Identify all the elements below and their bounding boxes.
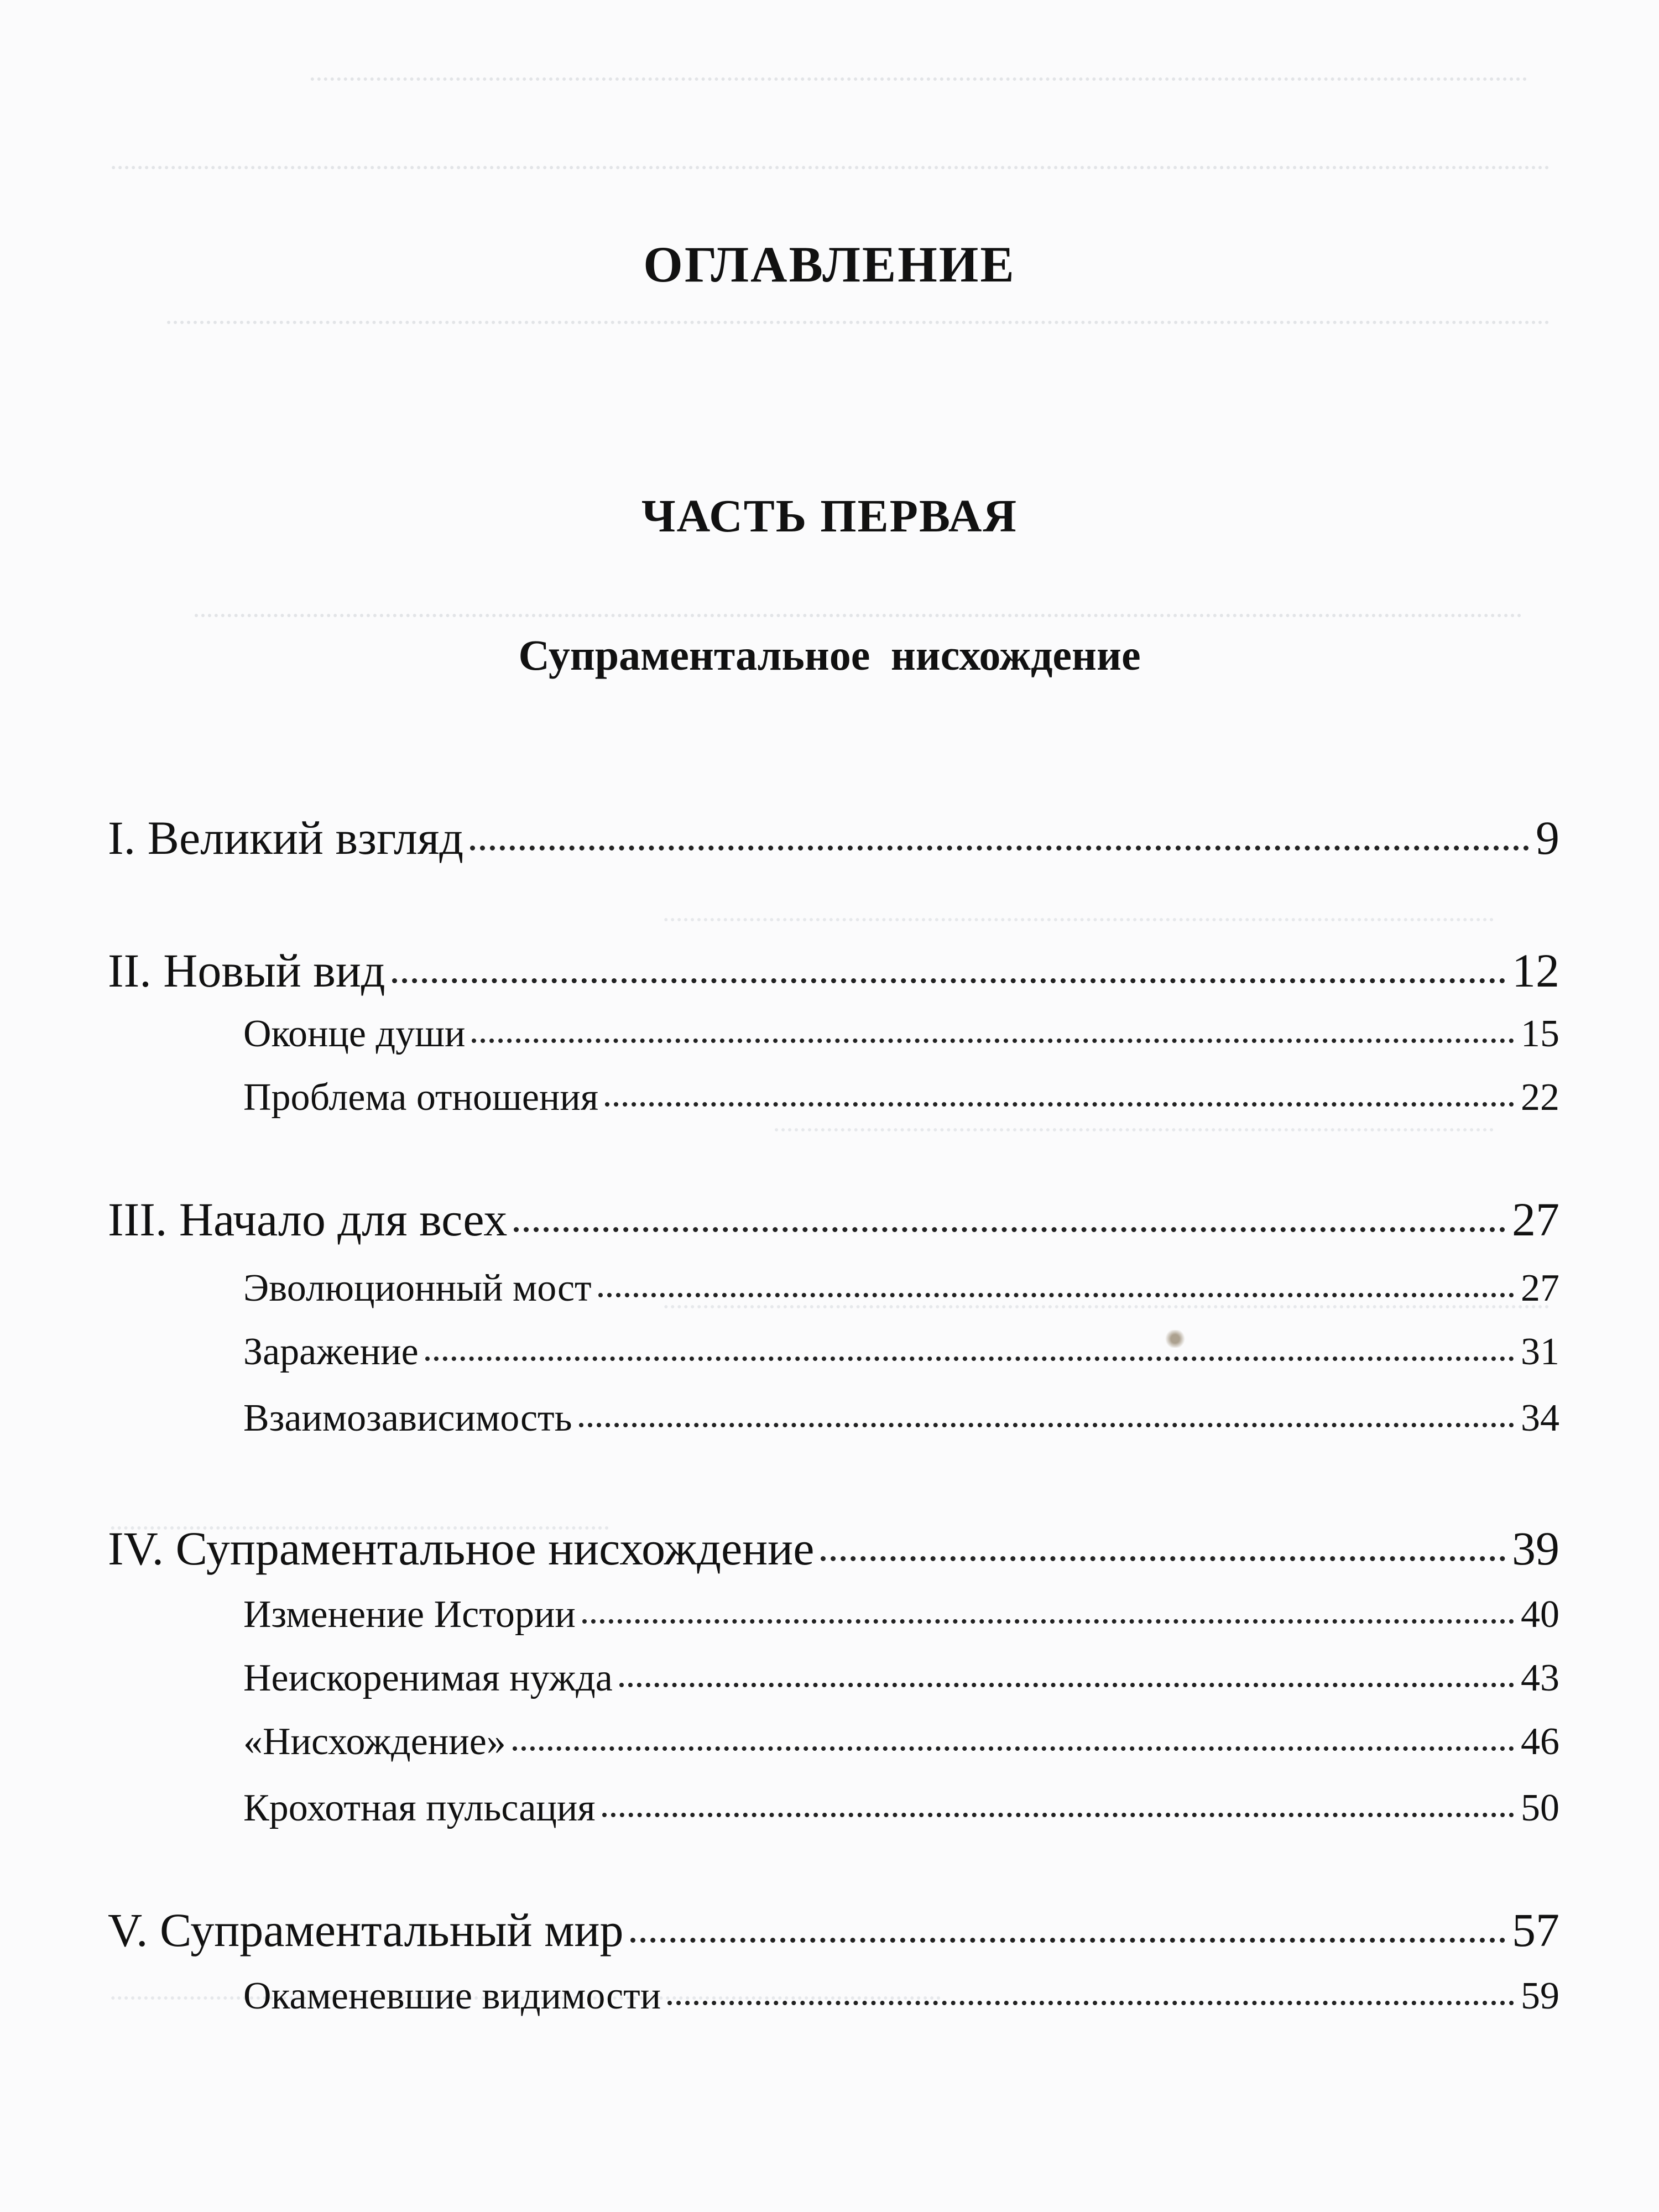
dot-leader: [630, 1938, 1505, 1943]
toc-section[interactable]: [243, 1593, 1559, 1637]
toc-chapter[interactable]: [108, 1902, 1559, 1958]
toc-entry-title: Неискоренимая нужда: [243, 1657, 613, 1699]
dot-leader: [598, 1293, 1514, 1297]
toc-page-number: 40: [1521, 1593, 1559, 1636]
dot-leader: [513, 1746, 1514, 1751]
toc-entry-title: Крохотная пульсация: [243, 1787, 596, 1829]
toc-page-number: 12: [1512, 944, 1559, 997]
toc-page-number: 59: [1521, 1975, 1559, 2017]
toc-section[interactable]: [243, 1786, 1559, 1830]
toc-page-number: 15: [1521, 1013, 1559, 1055]
toc-entry-title: III. Начало для всех: [108, 1193, 508, 1246]
toc-page-number: 46: [1521, 1720, 1559, 1763]
dot-leader: [602, 1813, 1514, 1817]
toc-page-number: 43: [1521, 1657, 1559, 1699]
contents-heading: ОГЛАВЛЕНИЕ: [643, 236, 1016, 293]
toc-entry-title: Проблема отношения: [243, 1076, 599, 1119]
dot-leader: [582, 1619, 1514, 1624]
toc-entry-title: Оконце души: [243, 1013, 466, 1055]
toc-entry-title: Эволюционный мост: [243, 1267, 592, 1310]
toc-chapter[interactable]: [108, 943, 1559, 998]
dot-leader: [619, 1683, 1514, 1687]
toc-section[interactable]: [243, 1012, 1559, 1056]
dot-leader: [605, 1102, 1514, 1107]
toc-page-number: 57: [1512, 1903, 1559, 1957]
toc-page-number: 27: [1521, 1267, 1559, 1310]
dot-leader: [392, 978, 1505, 983]
toc-section[interactable]: [243, 1076, 1559, 1120]
toc-entry-title: Заражение: [243, 1331, 419, 1373]
toc-section[interactable]: [243, 1656, 1559, 1700]
toc-entry-title: Взаимозависимость: [243, 1397, 572, 1439]
toc-section[interactable]: [243, 1266, 1559, 1311]
toc-chapter[interactable]: [108, 810, 1559, 865]
toc-page-number: 9: [1536, 811, 1559, 864]
toc-page-number: 22: [1521, 1076, 1559, 1119]
dot-leader: [472, 1039, 1514, 1043]
dot-leader: [514, 1227, 1505, 1232]
part-subtitle: Супраментальное нисхождение: [518, 631, 1141, 679]
ink-smudge: [1164, 1330, 1186, 1348]
part-heading: ЧАСТЬ ПЕРВАЯ: [641, 491, 1018, 542]
dot-leader: [667, 2001, 1514, 2005]
toc-entry-title: II. Новый вид: [108, 944, 385, 997]
toc-page-number: 39: [1512, 1522, 1559, 1575]
toc-section[interactable]: [243, 1974, 1559, 2018]
dot-leader: [579, 1423, 1514, 1427]
dot-leader: [470, 846, 1529, 851]
toc-entry-title: «Нисхождение»: [243, 1720, 506, 1763]
toc-entry-title: Изменение Истории: [243, 1593, 576, 1636]
toc-entry-title: I. Великий взгляд: [108, 811, 464, 864]
toc-page-number: 34: [1521, 1397, 1559, 1439]
toc-section[interactable]: [243, 1720, 1559, 1764]
toc-entry-title: IV. Супраментальное нисхождение: [108, 1522, 815, 1575]
dot-leader: [425, 1357, 1514, 1361]
toc-section[interactable]: [243, 1330, 1559, 1374]
toc-page-number: 31: [1521, 1331, 1559, 1373]
toc-page-number: 27: [1512, 1193, 1559, 1246]
toc-page-number: 50: [1521, 1787, 1559, 1829]
dot-leader: [821, 1556, 1505, 1561]
toc-entry-title: V. Супраментальный мир: [108, 1903, 624, 1957]
toc-section[interactable]: [243, 1396, 1559, 1441]
toc-entry-title: Окаменевшие видимости: [243, 1975, 661, 2017]
toc-chapter[interactable]: [108, 1521, 1559, 1576]
toc-chapter[interactable]: [108, 1192, 1559, 1247]
